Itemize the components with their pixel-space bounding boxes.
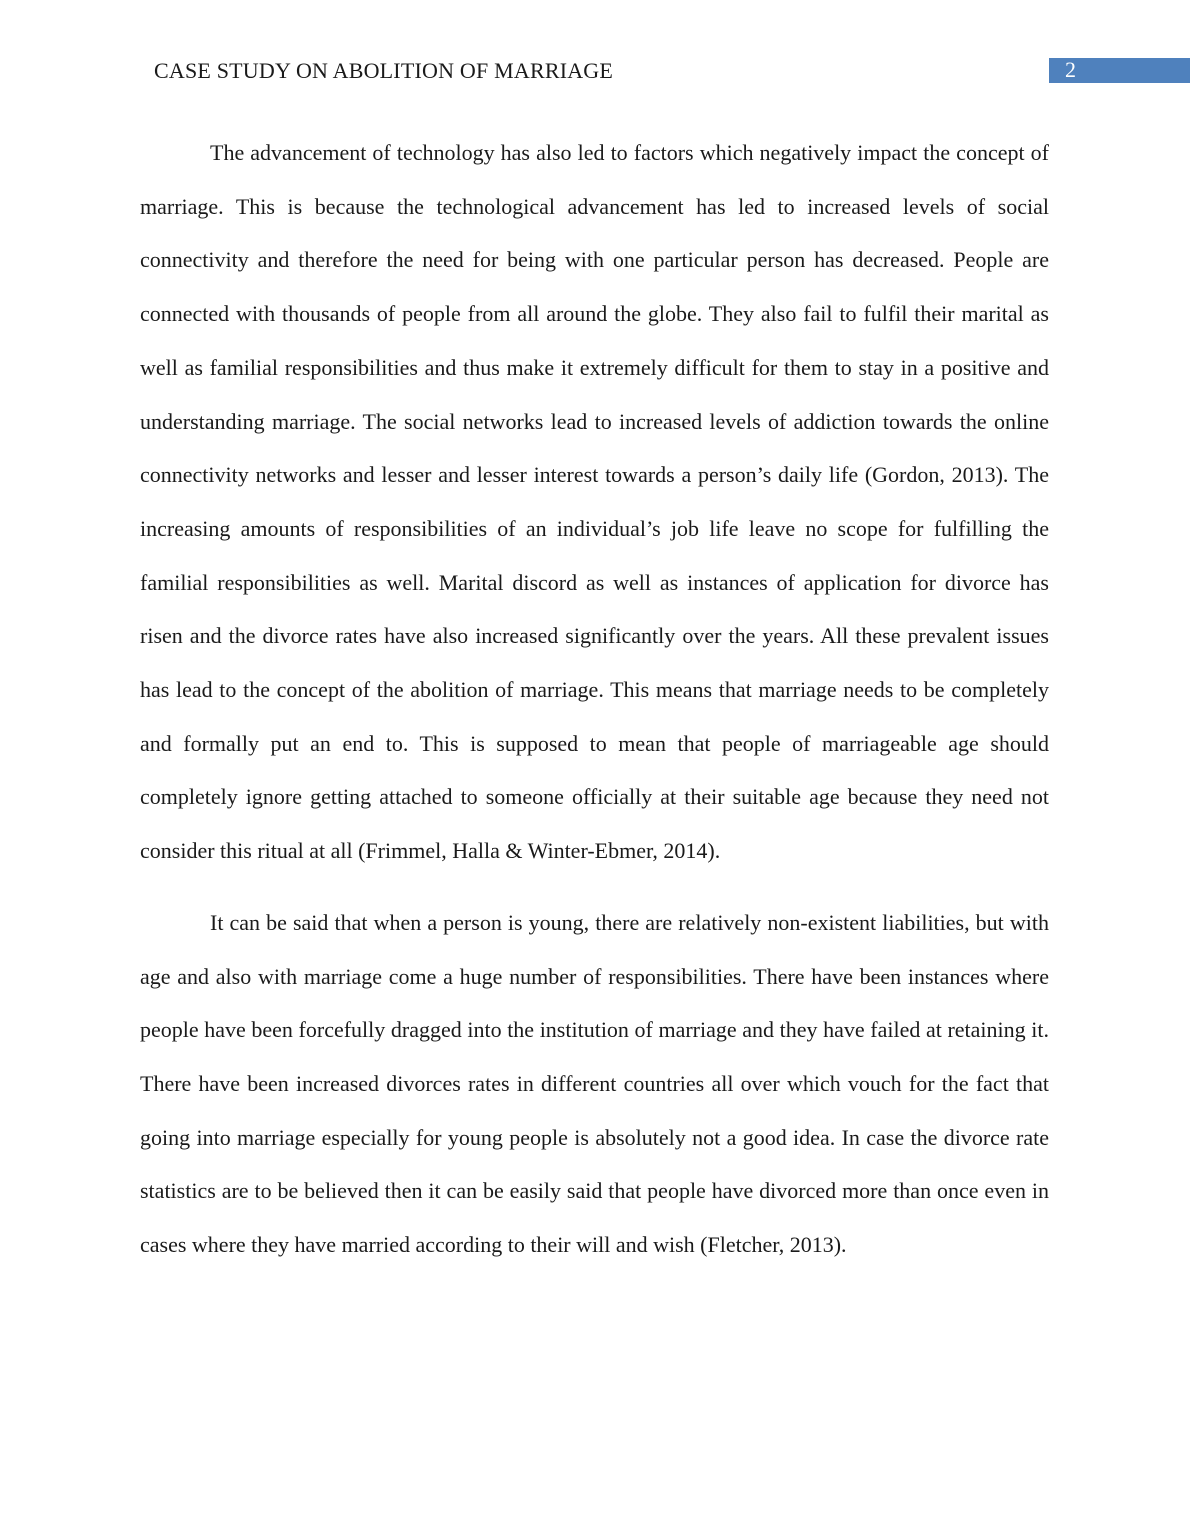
page-number-band (1049, 58, 1190, 83)
body-text (140, 126, 1049, 1272)
paragraph-technology: The advancement of technology has also led to factors which negatively impact the concept of marriage. This is because the technological advancement has led to increased levels of social connectivity and therefore the need for being with one particular person has decreased. People are connected with thousands of people from all around the globe. They also fail to fulfil their marital as well as familial responsibilities and thus make it extremely difficult for them to stay in a positive and understanding marriage. The social networks lead to increased levels of addiction towards the online connectivity networks and lesser and lesser interest towards a person’s daily life (Gordon, 2013). The increasing amounts of responsibilities of an individual’s job life leave no scope for fulfilling the familial responsibilities as well. Marital discord as well as instances of application for divorce has risen and the divorce rates have also increased significantly over the years. All these prevalent issues has lead to the concept of the abolition of marriage. This means that marriage needs to be completely and formally put an end to. This is supposed to mean that people of marriageable age should completely ignore getting attached to someone officially at their suitable age because they need not consider this ritual at all (Frimmel, Halla & Winter-Ebmer, 2014). (140, 140, 1049, 864)
paragraph-young-people: It can be said that when a person is young, there are relatively non-existent liabilities, but with age and also with marriage come a huge number of responsibilities. There have been instances where people have been forcefully dragged into the institution of marriage and they have failed at retaining it. There have been increased divorces rates in different countries all over which vouch for the fact that going into marriage especially for young people is absolutely not a good idea. In case the divorce rate statistics are to be believed then it can be easily said that people have divorced more than once even in cases where they have married according to their will and wish (Fletcher, 2013). (140, 909, 1049, 1258)
page-number: 2 (1065, 57, 1076, 82)
running-head: CASE STUDY ON ABOLITION OF MARRIAGE (154, 58, 614, 83)
